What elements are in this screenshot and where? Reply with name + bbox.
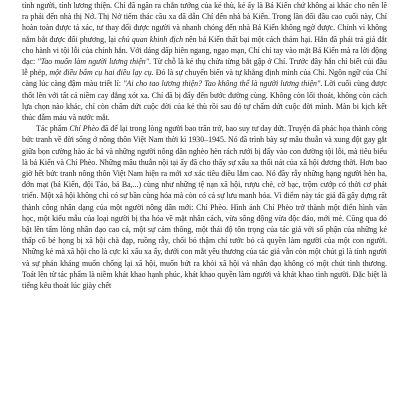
text-segment: tính người, tính lương thiện. Chỉ đã ngăn ra chắn tướng của kẻ thù, kẻ ấy là Bá Kiến chứ không ai khác cho nên lẽ ra phải đến nhà thị Nở. Thị Nở tiếm thác cầu xa đã dẫn Chí đến nhà bà Kiến. Trong lần đối đầu cao cuối này, Chí hoàn toàn được tả xác, tư thay đổi được người và nhanh chóng đến nhà Bá Kiến không ngờ được. Chính vì không nắm bắt được đối phương, lại	[22, 1, 387, 44]
text-segment: Tác phẩm	[36, 124, 70, 134]
text-segment: . Đó là sự chuyển biến và tự khẳng định mình của Chí. Ngôn ngữ của Chí càng lúc càng đậm màu triết lí:	[22, 68, 387, 89]
paragraph	[22, 0, 387, 123]
text-segment: . Lời cuối cùng được thốt lên với tất cả niềm cay đắng xót xa. Chí đã bị đẩy đến bước đường cùng. Không còn lối thoát, không còn cách lựa chọn nào khác, chỉ còn chấm dứt cuộc đời của kẻ thù rồi sau đó tự chấm dứt cuộc đời mình. Màn bi kịch kết thúc đẫm máu và nước mắt.	[22, 79, 387, 123]
italic-text-segment: một điều bẩm cụ hai điều lạy cụ	[49, 68, 152, 78]
text-segment: đã để lại trong lòng người bao trăn trở, bao suy tư day dứt. Truyện đã phác họa thành công bức tranh về đời sống ở nông thôn Việt Nam thời kì 1930–1945. Nó đã trình bày sự mâu thuẫn và xung đột gay gắt giữa bọn cường hào ác bá và những người nông dân nghèo hèn rách rưới bị đẩy vào con đường tội lỗi, mà tiêu biểu là bá Kiến và Chí Phèo. Những mâu thuẫn nội tại ấy đã cho thấy sự xấu xa thối nát của xã hội đương thời. Hơn bao giờ hết bức tranh nông thôn Việt Nam hiện ra mới xơ xác tiêu điều lắm cao. Nó đầy rẫy những hạng người hèn ha, đớn mạt (bá Kiến, đội Tảo, bá Ba,...) cùng như những tệ nạn xã hội, rượu chè, cờ bạc, trộm cướp có thời cơ phát triển. Một xã hội không chỉ có sự bần cùng hóa mà còn có cả sự lưu manh hóa. Vì điểm này tác giả đã gây dựng rất thành công nhân dạng của một người nông dân mới: Chí Phèo. Hình ảnh Chí Phèo trở thành một điển hình văn học, một kiểu mẫu của loại người bị tha hóa về mặt nhân cách, vừa sống động vừa độc đáo, mới mẻ. Cũng qua đó bật lên tấm lòng nhân đạo cao cả, một sự cảm thông, một thái độ tôn trọng của tác giả với số phận của những kẻ thấp cổ bé họng bị xã hội chà đạp, ruồng rẫy, chối bỏ thậm chí tước bỏ cả quyền làm người của một con người. Những kẻ mà xã hội cho là cực kì xấu xa ấy, dưới con mắt yêu thương của tác giả vẫn còn một chút gì là tính người và sự phản kháng muốn chống lại xã hội, muốn bứt ra khỏi xã hội và nhân đạo không có một chút tình thương. Toát lên từ tác phẩm là niềm khát khao hạnh phúc, khát khao quyền làm người và khát khao tình người. Đặc biệt là tiếng kêu thoát lúc giày chết	[22, 124, 387, 291]
italic-text-segment: chủ quan khinh địch	[118, 34, 184, 44]
document-page	[22, 0, 387, 400]
italic-text-segment: Chí Phèo	[69, 124, 99, 134]
paragraph	[22, 123, 387, 291]
italic-text-segment: "Tao muốn làm người lương thiện"	[37, 57, 150, 67]
text-segment: nên bá Kiến thất bại một cách thảm hại. Hắn đã phải trả giá đắt cho hành vi tội lỗi của chính hắn. Với dáng dấp hiên ngang, ngạo mạn, Chí chỉ tay vào mặt Bá Kiến mà ra lời động đạc:	[22, 34, 387, 67]
text-segment: . Từ chỗ là kẻ thụ chửa từng bắt gập ở Chí. Trước đây hắn chỉ biết cúi đầu lễ phép,	[22, 57, 387, 78]
document-body	[22, 0, 387, 291]
italic-text-segment: "Ai cho tao lương thiện? Tao không thể là người lương thiện"	[123, 79, 321, 89]
